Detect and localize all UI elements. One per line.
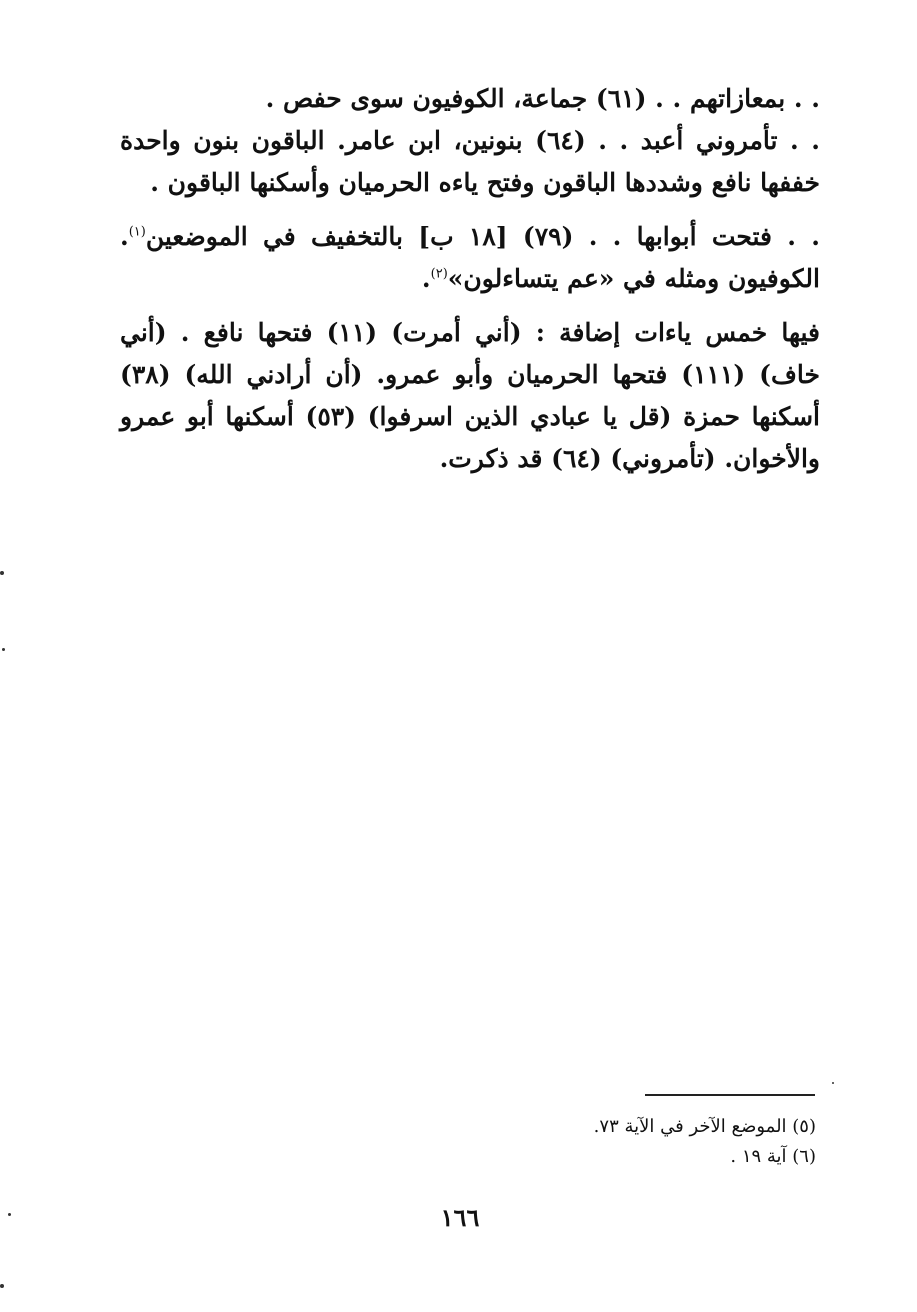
- footnotes: [500, 1112, 816, 1172]
- paragraph-futihat-start: . . فتحت أبوابها . . (٧٩) [١٨ ب] بالتخفيف في الموضعين: [145, 222, 820, 251]
- main-text-block: [120, 78, 820, 480]
- footnote-1: (٥) الموضع الآخر في الآية ٧٣.: [593, 1116, 816, 1137]
- paragraph-futihat-end: .: [421, 264, 431, 293]
- paragraph-futihat-middle: . الكوفيون ومثله في «عم يتساءلون»: [120, 222, 820, 293]
- scan-speck: [832, 1082, 834, 1084]
- scan-speck: [8, 1213, 11, 1216]
- footnote-2: (٦) آية ١٩ .: [730, 1146, 816, 1167]
- paragraph-yaat-idafa: فيها خمس ياءات إضافة : (أني أمرت) (١١) فتحها نافع . (أني خاف) (١١١) فتحها الحرميان وأبو عمرو. (أن أرادني الله) (٣٨) أسكنها حمزة (قل يا عبادي الذين اسرفوا) (٥٣) أسكنها أبو عمرو والأخوان. (تأمروني) (٦٤) قد ذكرت.: [120, 318, 821, 473]
- paragraph-futihat: [120, 216, 820, 300]
- scan-speck: [0, 1284, 4, 1288]
- scan-speck: [0, 571, 4, 575]
- footnote-ref-2: (٢): [430, 266, 448, 282]
- scan-speck: [2, 648, 5, 651]
- page-number: ١٦٦: [440, 1203, 480, 1232]
- paragraph-tamurunni: . . تأمروني أعبد . . (٦٤) بنونين، ابن عامر. الباقون بنون واحدة خففها نافع وشددها الباقون وفتح ياءه الحرميان وأسكنها الباقون .: [120, 126, 820, 197]
- footnote-ref-1: (١): [128, 224, 146, 240]
- paragraph-bimafazatihim: . . بمعازاتهم . . (٦١) جماعة، الكوفيون سوى حفص .: [265, 84, 820, 113]
- footnote-separator: [645, 1094, 815, 1096]
